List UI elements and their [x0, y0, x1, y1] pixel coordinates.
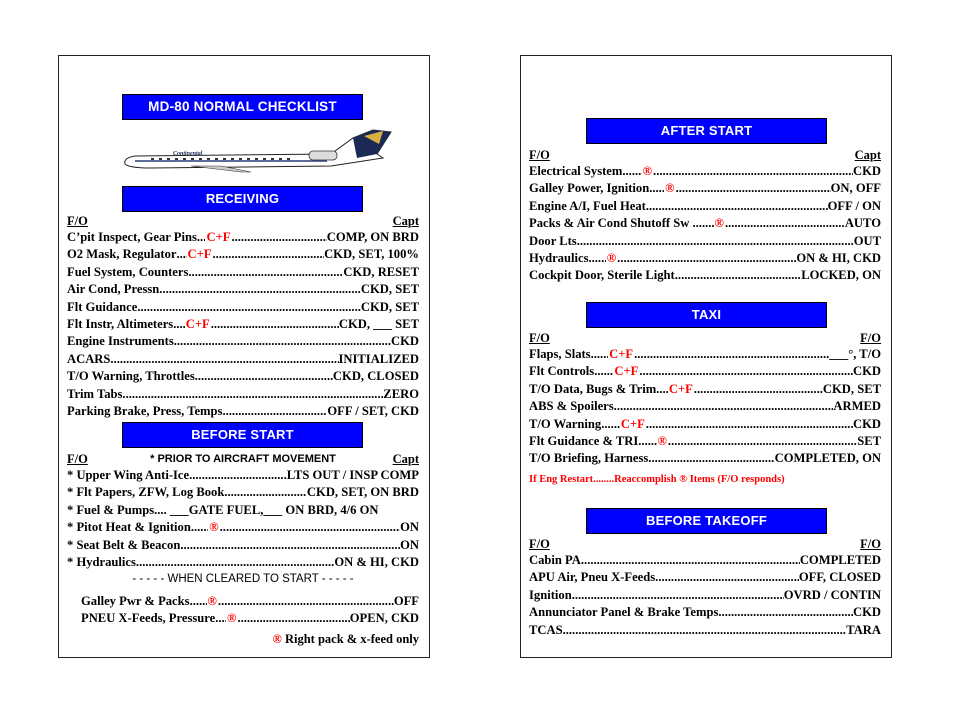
dot-leader [591, 346, 609, 363]
checklist-row [67, 281, 419, 298]
checklist-item-value: OUT [853, 233, 881, 248]
checklist-item-value: COMPLETED [799, 553, 881, 567]
dot-leader [197, 229, 206, 246]
checklist-item-value: CKD, SET, 100% [324, 247, 419, 262]
checklist-item-label: * Seat Belt & Beacon [67, 537, 181, 552]
restart-note-text-a: If Eng Restart........Reaccomplish [529, 474, 677, 485]
checklist-row [67, 537, 419, 554]
dot-leader [675, 267, 801, 284]
dot-leader [190, 593, 207, 610]
crew-tag: C+F [620, 416, 645, 431]
dot-leader [634, 346, 829, 363]
checklist-item-value: LOCKED, ON [801, 268, 881, 283]
dot-leader [122, 386, 383, 403]
restart-note-text-b: Items (F/O responds) [689, 474, 785, 485]
checklist-item-label: Flt Instr, Altimeters [67, 316, 174, 331]
checklist-row [529, 267, 881, 284]
dot-leader [646, 198, 828, 215]
dot-leader [622, 163, 641, 180]
airline-logo-text: Continental [173, 151, 203, 157]
checklist-item-value: ON [400, 520, 419, 535]
dot-leader [177, 246, 187, 263]
checklist-item-label: Flt Guidance [67, 299, 138, 314]
checklist-item-label: Packs & Air Cond Shutoff Sw ... [529, 216, 702, 231]
crew-tag: C+F [668, 381, 693, 396]
checklist-item-label: Cabin PA [529, 553, 581, 567]
checklist-row [529, 250, 881, 267]
checklist-row [67, 351, 419, 368]
note-mark-icon: ® [272, 632, 282, 646]
before-start-header-capt: Capt [392, 452, 419, 466]
restart-mark-icon: ® [714, 216, 724, 231]
checklist-item-label: Electrical System [529, 164, 623, 178]
checklist-row [81, 593, 419, 610]
before-takeoff-banner: BEFORE TAKEOFF [586, 508, 827, 534]
dot-leader [211, 316, 339, 333]
checklist-item-value: CKD, RESET [343, 264, 419, 279]
dot-leader [189, 467, 287, 484]
checklist-item-label: Engine A/I, Fuel Heat [529, 198, 646, 213]
dot-leader [137, 299, 361, 316]
dot-leader [638, 433, 656, 450]
dot-leader [222, 403, 327, 420]
dot-leader [581, 552, 800, 569]
restart-mark-icon: ® [642, 164, 653, 178]
checklist-item-label: * Hydraulics [67, 554, 136, 569]
crew-tag: C+F [614, 364, 639, 379]
before-start-list-cleared [81, 593, 419, 628]
checklist-item-value: AUTO [844, 216, 881, 231]
checklist-item-value: CKD, CLOSED [332, 369, 419, 384]
receiving-header-capt: Capt [392, 214, 419, 228]
dot-leader [188, 264, 343, 281]
dot-leader [224, 484, 307, 501]
checklist-row [529, 552, 881, 569]
restart-mark-icon: ® [657, 433, 667, 448]
dot-leader [614, 398, 834, 415]
checklist-item-label: Ignition [529, 587, 572, 602]
checklist-row [529, 381, 881, 398]
checklist-item-label: Door Lts [529, 233, 577, 248]
note-text: Right pack & x-feed only [284, 632, 419, 646]
checklist-row [529, 180, 881, 197]
checklist-row [529, 398, 881, 415]
checklist-item-value: CKD [853, 164, 881, 178]
dot-leader [191, 519, 208, 536]
checklist-item-value: ON & HI, CKD [796, 250, 881, 265]
checklist-item-value: OFF / ON [827, 198, 881, 213]
before-takeoff-column-header [529, 537, 881, 553]
taxi-banner: TAXI [586, 302, 827, 328]
checklist-item-label: Flaps, Slats [529, 347, 591, 361]
checklist-item-value: LTS OUT / INSP COMP [286, 468, 419, 482]
dot-leader [648, 450, 774, 467]
before-start-header-fo: F/O [67, 452, 88, 466]
checklist-row [529, 163, 881, 180]
checklist-item-label: * Pitot Heat & Ignition [67, 520, 191, 535]
checklist-item-label: * Flt Papers, ZFW, Log Book [67, 485, 225, 500]
checklist-item-value: CKD [853, 364, 881, 379]
checklist-item-value: ON, OFF [830, 181, 881, 196]
checklist-row [529, 587, 881, 604]
dot-leader [110, 351, 338, 368]
restart-mark-icon: ® [207, 594, 217, 608]
crew-tag: C+F [185, 316, 210, 331]
dot-leader [694, 381, 823, 398]
checklist-item-label: APU Air, Pneu X-Feeds [529, 570, 656, 585]
checklist-item-label: T/O Warning [529, 416, 602, 431]
dot-leader [218, 593, 394, 610]
taxi-column-header [529, 331, 881, 347]
dot-leader [180, 537, 400, 554]
restart-mark-icon: ® [209, 520, 219, 535]
engine-restart-note [529, 474, 881, 485]
checklist-row [67, 246, 419, 263]
checklist-row [81, 610, 419, 627]
taxi-header-fo-left: F/O [529, 331, 550, 345]
checklist-row [529, 450, 881, 467]
dot-leader [231, 229, 326, 246]
checklist-item-value: CKD, SET [822, 381, 881, 396]
checklist-item-value: ZERO [383, 386, 419, 401]
dot-leader [702, 215, 714, 232]
checklist-item-label: PNEU X-Feeds, Pressure [81, 611, 216, 626]
checklist-row [529, 363, 881, 380]
dot-leader [159, 281, 361, 298]
crew-tag: C+F [609, 347, 634, 361]
checklist-item-label: Annunciator Panel & Brake Temps [529, 605, 719, 620]
checklist-item-label: Cockpit Door, Sterile Light [529, 268, 675, 283]
checklist-item-value: ___°, T/O [829, 347, 881, 361]
after-start-column-header [529, 148, 881, 164]
checklist-row [529, 433, 881, 450]
after-start-header-capt: Capt [854, 148, 881, 162]
checklist-item-label: C’pit Inspect, Gear Pins [67, 230, 197, 244]
before-takeoff-header-fo-right: F/O [860, 537, 881, 551]
dot-leader [136, 554, 334, 571]
checklist-item-value: COMP, ON BRD [326, 230, 419, 244]
checklist-row [67, 316, 419, 333]
before-start-banner: BEFORE START [122, 422, 363, 448]
checklist-item-value: ON [400, 537, 419, 552]
checklist-row [67, 519, 419, 536]
checklist-item-value: OVRD / CONTIN [783, 587, 881, 602]
checklist-item-label: TCAS [529, 622, 563, 637]
dot-leader [676, 180, 831, 197]
checklist-row [67, 229, 419, 246]
right-pack-note [67, 632, 419, 647]
dot-leader [572, 587, 784, 604]
checklist-item-label: T/O Data, Bugs & Trim [529, 381, 657, 396]
receiving-column-header [67, 214, 419, 230]
dot-leader [577, 233, 854, 250]
crew-tag: C+F [187, 247, 212, 262]
checklist-row [529, 622, 881, 639]
right-checklist-card [520, 55, 892, 658]
checklist-item-label: * Upper Wing Anti-Ice [67, 468, 190, 482]
checklist-item-value: CKD [853, 605, 881, 620]
dot-leader [173, 316, 185, 333]
dot-leader [668, 433, 857, 450]
checklist-item-label: T/O Warning, Throttles [67, 369, 195, 384]
restart-mark-icon: ® [665, 181, 675, 196]
after-start-banner: AFTER START [586, 118, 827, 144]
checklist-row [67, 502, 419, 519]
checklist-item-value: INITIALIZED [338, 351, 419, 366]
checklist-row [67, 368, 419, 385]
before-takeoff-header-fo-left: F/O [529, 537, 550, 551]
aircraft-illustration [121, 128, 393, 176]
before-start-header-center: * PRIOR TO AIRCRAFT MOVEMENT [150, 453, 336, 465]
after-start-header-fo: F/O [529, 148, 550, 162]
restart-mark-icon: ® [679, 474, 688, 485]
when-cleared-separator: - - - - - WHEN CLEARED TO START - - - - - [132, 573, 354, 585]
after-start-list [529, 163, 881, 285]
crew-tag: C+F [206, 230, 231, 244]
checklist-item-value: CKD [853, 416, 881, 431]
checklist-row [529, 346, 881, 363]
checklist-item-label: * Fuel & Pumps.... ___GATE FUEL,___ ON BRD, 4/6 ON [67, 502, 379, 517]
dot-leader [725, 215, 845, 232]
dot-leader [718, 604, 853, 621]
checklist-row [67, 386, 419, 403]
checklist-row [529, 416, 881, 433]
checklist-item-label: O2 Mask, Regulator [67, 247, 177, 262]
dot-leader [220, 519, 400, 536]
before-takeoff-list [529, 552, 881, 639]
checklist-item-value: OFF [393, 594, 419, 608]
left-checklist-card [58, 55, 430, 658]
checklist-item-label: T/O Briefing, Harness [529, 451, 649, 466]
dot-leader [588, 250, 605, 267]
checklist-row [67, 467, 419, 484]
dot-leader [195, 368, 333, 385]
checklist-item-label: Parking Brake, Press, Temps [67, 403, 223, 418]
receiving-list [67, 229, 419, 420]
checklist-row [529, 215, 881, 232]
checklist-item-value: TARA [846, 622, 881, 637]
checklist-item-value: CKD [391, 334, 419, 349]
restart-mark-icon: ® [606, 250, 617, 265]
dot-leader [594, 363, 613, 380]
checklist-item-value: OFF / SET, CKD [327, 403, 419, 418]
dot-leader [215, 610, 226, 627]
checklist-row [67, 264, 419, 281]
checklist-row [67, 484, 419, 501]
dot-leader [617, 250, 796, 267]
checklist-item-label: ACARS [67, 351, 111, 366]
taxi-list [529, 346, 881, 468]
checklist-item-label: Galley Power, Ignition [529, 181, 650, 196]
checklist-item-label: ABS & Spoilers [529, 399, 614, 414]
receiving-header-fo: F/O [67, 214, 88, 228]
before-start-column-header [67, 452, 419, 468]
dot-leader [639, 363, 853, 380]
checklist-item-label: Fuel System, Counters [67, 264, 189, 279]
checklist-row [529, 569, 881, 586]
checklist-row [67, 299, 419, 316]
checklist-row [529, 604, 881, 621]
before-start-list [67, 467, 419, 571]
checklist-item-label: Air Cond, Pressn [67, 282, 160, 297]
checklist-item-label: Hydraulics [529, 250, 589, 265]
checklist-item-value: COMPLETED, ON [774, 451, 881, 466]
checklist-item-label: Galley Pwr & Packs [81, 594, 190, 608]
checklist-item-value: CKD, SET [360, 282, 419, 297]
dot-leader [174, 333, 391, 350]
checklist-title-banner: MD-80 NORMAL CHECKLIST [122, 94, 363, 120]
checklist-row [67, 554, 419, 571]
dot-leader [653, 163, 853, 180]
checklist-row [529, 233, 881, 250]
checklist-item-value: CKD, SET [360, 299, 419, 314]
checklist-item-label: Flt Guidance & TRI [529, 433, 639, 448]
checklist-item-label: Engine Instruments [67, 334, 174, 349]
restart-mark-icon: ® [227, 611, 237, 626]
dot-leader [656, 381, 668, 398]
dot-leader [237, 610, 349, 627]
checklist-item-value: CKD, SET, ON BRD [306, 485, 419, 500]
checklist-item-value: ARMED [833, 399, 881, 414]
dot-leader [649, 180, 664, 197]
checklist-item-value: SET [857, 433, 881, 448]
taxi-header-fo-right: F/O [860, 331, 881, 345]
dot-leader [563, 622, 847, 639]
dot-leader [601, 416, 620, 433]
checklist-item-value: ON & HI, CKD [334, 554, 419, 569]
checklist-item-value: CKD, ___ SET [338, 316, 419, 331]
checklist-row [67, 403, 419, 420]
checklist-item-label: Trim Tabs [67, 386, 123, 401]
checklist-row [529, 198, 881, 215]
dot-leader [655, 569, 799, 586]
checklist-item-label: Flt Controls [529, 364, 595, 379]
receiving-banner: RECEIVING [122, 186, 363, 212]
checklist-row [67, 333, 419, 350]
dot-leader [646, 416, 853, 433]
checklist-item-value: OPEN, CKD [349, 611, 419, 626]
checklist-item-value: OFF, CLOSED [798, 570, 881, 585]
dot-leader [212, 246, 324, 263]
